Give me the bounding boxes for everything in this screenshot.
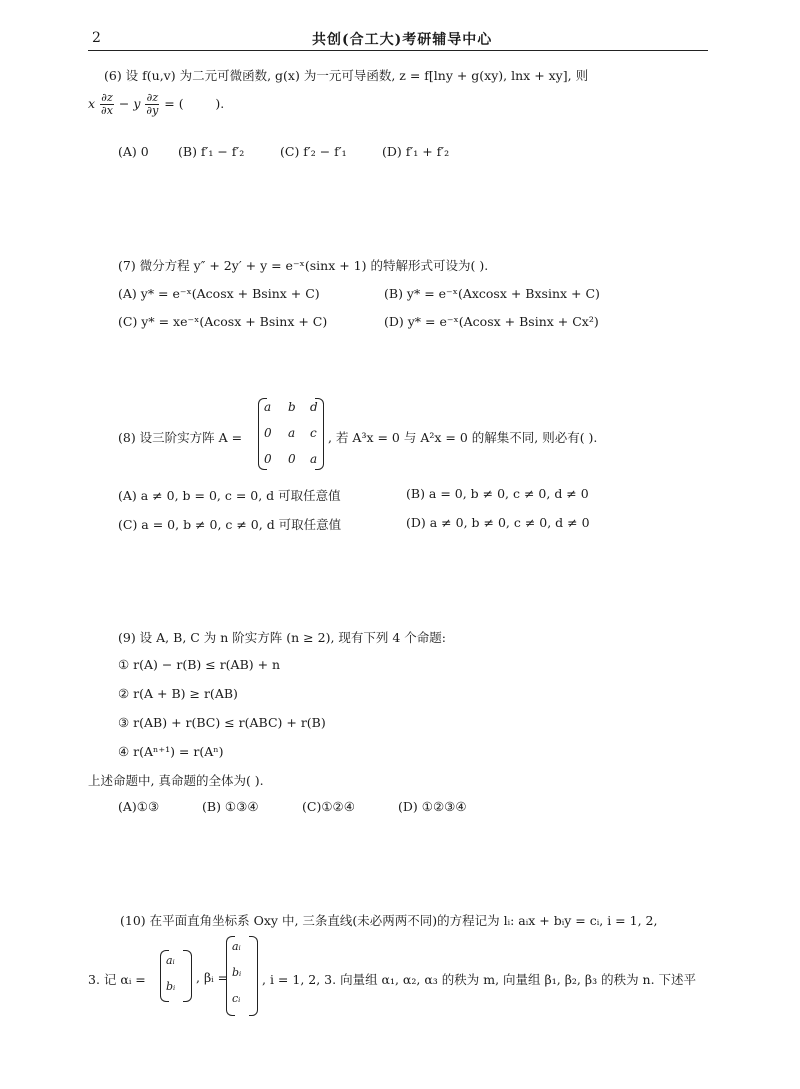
q10-beta-right-bracket xyxy=(249,936,258,1016)
q8-matrix-cell: a xyxy=(264,400,272,414)
q10-beta-entry: bᵢ xyxy=(232,966,242,979)
q9-option-d: (D) ①②③④ xyxy=(398,799,467,814)
q10-beta-vector xyxy=(226,936,258,1016)
q10-alpha-entry: aᵢ xyxy=(166,954,175,967)
q7-option-d: (D) y* = e⁻ˣ(Acosx + Bsinx + Cx²) xyxy=(384,314,599,329)
q8-matrix-cell: c xyxy=(310,426,317,440)
q6-frac2-num: ∂z xyxy=(146,91,159,104)
q6-expression xyxy=(88,92,224,117)
q6-option-d: (D) f′₁ + f′₂ xyxy=(382,144,450,159)
q7-option-b: (B) y* = e⁻ˣ(Axcosx + Bxsinx + C) xyxy=(384,286,600,301)
q8-matrix-cell: 0 xyxy=(264,426,272,440)
header-title: 共创(合工大)考研辅导中心 xyxy=(312,32,493,48)
q10-beta-entry: aᵢ xyxy=(232,940,241,953)
q8-matrix-cell: a xyxy=(288,426,296,440)
q6-frac-dzdy xyxy=(145,92,159,117)
q8-option-a: (A) a ≠ 0, b = 0, c = 0, d 可取任意值 xyxy=(118,488,341,503)
q6-option-c: (C) f′₂ − f′₁ xyxy=(280,144,347,159)
q8-matrix-cell: 0 xyxy=(288,452,296,466)
q7-option-c: (C) y* = xe⁻ˣ(Acosx + Bsinx + C) xyxy=(118,314,328,329)
q9-proposition-2: ② r(A + B) ≥ r(AB) xyxy=(118,686,238,701)
q6-frac1-num: ∂z xyxy=(101,91,113,104)
q8-matrix-cell: b xyxy=(288,400,296,414)
q10-alpha-right-bracket xyxy=(183,950,192,1002)
q7-stem: (7) 微分方程 y″ + 2y′ + y = e⁻ˣ(sinx + 1) 的特解形式可设为( ). xyxy=(118,258,489,273)
q7-option-a: (A) y* = e⁻ˣ(Acosx + Bsinx + C) xyxy=(118,286,320,301)
q6-option-a: (A) 0 xyxy=(118,144,149,159)
q8-option-d: (D) a ≠ 0, b ≠ 0, c ≠ 0, d ≠ 0 xyxy=(406,515,590,530)
q8-option-c: (C) a = 0, b ≠ 0, c ≠ 0, d 可取任意值 xyxy=(118,517,342,532)
q6-stem: (6) 设 f(u,v) 为二元可微函数, g(x) 为一元可导函数, z = f[lny + g(xy), lnx + xy], 则 xyxy=(104,68,589,83)
q10-stem: (10) 在平面直角坐标系 Oxy 中, 三条直线(未必两两不同)的方程记为 lᵢ: aᵢx + bᵢy = cᵢ, i = 1, 2, xyxy=(120,913,658,928)
q10-mid: , βᵢ = xyxy=(196,970,229,985)
q10-prefix: 3. 记 αᵢ = xyxy=(88,972,146,987)
q8-stem-right: , 若 A³x = 0 与 A²x = 0 的解集不同, 则必有( ). xyxy=(328,430,598,445)
q9-stem: (9) 设 A, B, C 为 n 阶实方阵 (n ≥ 2), 现有下列 4 个命题: xyxy=(118,630,447,645)
q10-suffix: , i = 1, 2, 3. 向量组 α₁, α₂, α₃ 的秩为 m, 向量组 β₁, β₂, β₃ 的秩为 n. 下述平 xyxy=(262,972,697,987)
q9-option-a: (A)①③ xyxy=(118,799,160,814)
q9-proposition-1: ① r(A) − r(B) ≤ r(AB) + n xyxy=(118,657,281,672)
q8-stem-left: (8) 设三阶实方阵 A = xyxy=(118,430,243,445)
q6-frac1-den: ∂x xyxy=(101,104,113,117)
q8-matrix xyxy=(258,398,324,470)
q10-alpha-entry: bᵢ xyxy=(166,980,176,993)
header-divider xyxy=(88,50,708,51)
q6-x: x xyxy=(88,96,96,111)
q8-matrix-cell: d xyxy=(310,400,318,414)
q9-proposition-3: ③ r(AB) + r(BC) ≤ r(ABC) + r(B) xyxy=(118,715,326,730)
q6-frac2-den: ∂y xyxy=(146,104,159,117)
q10-beta-entry: cᵢ xyxy=(232,992,241,1005)
q9-option-c: (C)①②④ xyxy=(302,799,355,814)
q9-conclusion: 上述命题中, 真命题的全体为( ). xyxy=(88,773,264,788)
q9-proposition-4: ④ r(Aⁿ⁺¹) = r(Aⁿ) xyxy=(118,744,224,759)
q6-minus-y: − y xyxy=(114,96,145,111)
q8-option-b: (B) a = 0, b ≠ 0, c ≠ 0, d ≠ 0 xyxy=(406,486,589,501)
page-number: 2 xyxy=(92,30,101,46)
q9-option-b: (B) ①③④ xyxy=(202,799,259,814)
q6-tail: = ( ). xyxy=(160,96,225,111)
q8-matrix-cell: a xyxy=(310,452,318,466)
q6-option-b: (B) f′₁ − f′₂ xyxy=(178,144,245,159)
q10-alpha-vector xyxy=(160,950,192,1002)
q6-frac-dzdx xyxy=(100,92,114,117)
q8-matrix-cell: 0 xyxy=(264,452,272,466)
